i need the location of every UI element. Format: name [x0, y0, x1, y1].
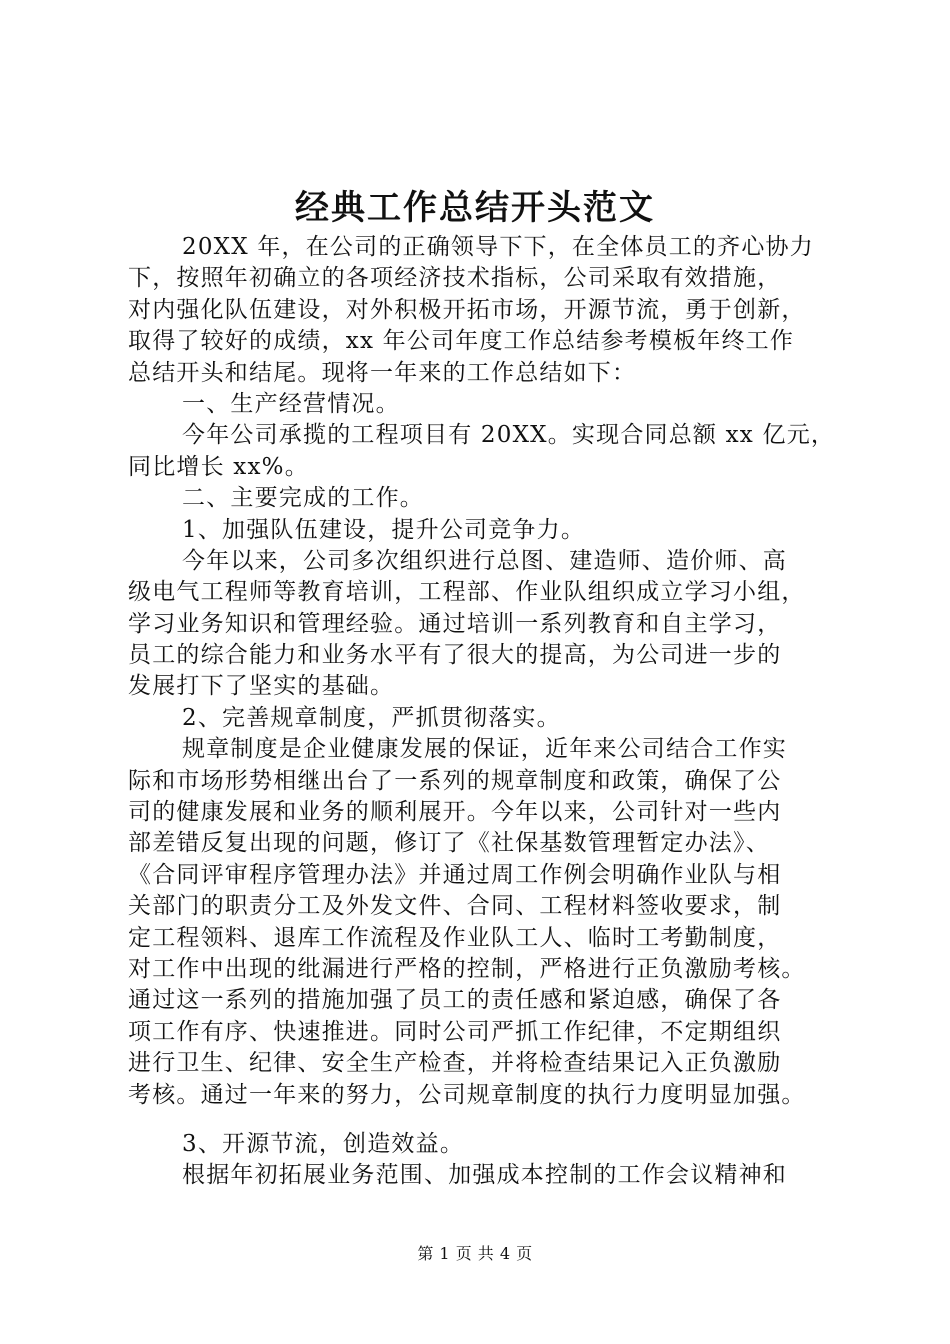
- section-heading: 一、生产经营情况。: [182, 390, 400, 417]
- subsection-heading: 2、完善规章制度，严抓贯彻落实。: [182, 704, 561, 731]
- text-line: 关部门的职责分工及外发文件、合同、工程材料签收要求，制: [128, 893, 782, 920]
- text-line: 定工程领料、退库工作流程及作业队工人、临时工考勤制度，: [128, 924, 782, 951]
- text-line: 项工作有序、快速推进。同时公司严抓工作纪律，不定期组织: [128, 1018, 782, 1045]
- text-line: 今年以来，公司多次组织进行总图、建造师、造价师、高: [182, 547, 787, 574]
- text-line: 对内强化队伍建设，对外积极开拓市场，开源节流，勇于创新，: [128, 296, 806, 323]
- subsection-heading: 1、加强队伍建设，提升公司竞争力。: [182, 516, 586, 543]
- text-line: 取得了较好的成绩，xx 年公司年度工作总结参考模板年终工作: [128, 328, 795, 355]
- text-line: 员工的综合能力和业务水平有了很大的提高，为公司进一步的: [128, 642, 782, 669]
- text-line: 部差错反复出现的问题，修订了《社保基数管理暂定办法》、: [128, 830, 770, 857]
- text-line: 级电气工程师等教育培训，工程部、作业队组织成立学习小组，: [128, 579, 806, 606]
- text-line: 对工作中出现的纰漏进行严格的控制，严格进行正负激励考核。: [128, 955, 806, 982]
- text-line: 下，按照年初确立的各项经济技术指标，公司采取有效措施，: [128, 265, 782, 292]
- text-line: 学习业务知识和管理经验。通过培训一系列教育和自主学习，: [128, 610, 782, 637]
- text-line: 规章制度是企业健康发展的保证，近年来公司结合工作实: [182, 736, 787, 763]
- text-line: 《合同评审程序管理办法》并通过周工作例会明确作业队与相: [128, 861, 782, 888]
- text-line: 今年公司承揽的工程项目有 20XX。实现合同总额 xx 亿元，: [182, 422, 836, 449]
- subsection-heading: 3、开源节流，创造效益。: [182, 1130, 465, 1157]
- text-line: 20XX 年，在公司的正确领导下下，在全体员工的齐心协力: [182, 234, 814, 260]
- paragraph-gap: [128, 1111, 828, 1129]
- text-line: 司的健康发展和业务的顺利展开。今年以来，公司针对一些内: [128, 799, 782, 826]
- text-line: 发展打下了坚实的基础。: [128, 673, 395, 700]
- text-line: 同比增长 xx%。: [128, 453, 309, 480]
- text-line: 际和市场形势相继出台了一系列的规章制度和政策，确保了公: [128, 767, 782, 794]
- text-line: 考核。通过一年来的努力，公司规章制度的执行力度明显加强。: [128, 1081, 806, 1108]
- text-line: 通过这一系列的措施加强了员工的责任感和紧迫感，确保了各: [128, 987, 782, 1014]
- text-line: 根据年初拓展业务范围、加强成本控制的工作会议精神和: [182, 1162, 787, 1189]
- page-footer: 第 1 页 共 4 页: [417, 1244, 533, 1263]
- text-line: 进行卫生、纪律、安全生产检查，并将检查结果记入正负激励: [128, 1050, 782, 1077]
- document-body: [128, 232, 836, 1192]
- document-title: 经典工作总结开头范文: [295, 188, 655, 228]
- text-line: 总结开头和结尾。现将一年来的工作总结如下：: [128, 359, 637, 386]
- section-heading: 二、主要完成的工作。: [182, 485, 424, 512]
